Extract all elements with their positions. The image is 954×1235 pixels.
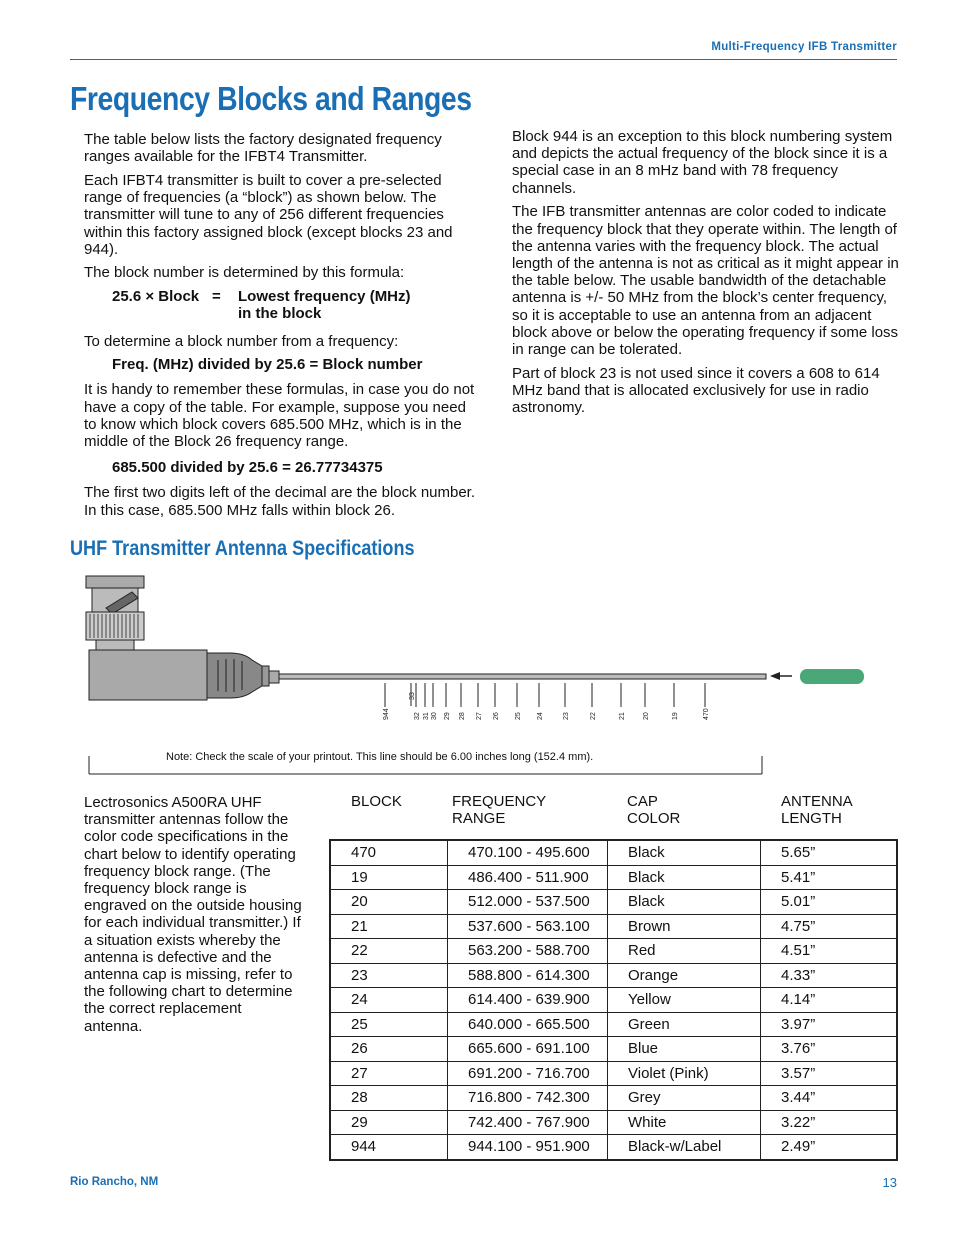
grip-ring [262,666,269,686]
table-row [330,1037,897,1062]
scale-label: 31 [423,712,430,720]
table-row [330,1012,897,1037]
right-column [512,128,900,423]
block-formula [112,288,476,322]
scale-label: 27 [476,712,483,720]
scale-label: 33 [409,692,416,700]
cell-cap-color: Black [608,840,761,865]
cell-length: 3.57” [761,1061,898,1086]
cell-frequency: 665.600 - 691.100 [448,1037,608,1062]
header-block-label: BLOCK [351,793,402,810]
header-title: Multi-Frequency IFB Transmitter [711,41,897,53]
table-row [330,865,897,890]
scale-note: Note: Check the scale of your printout. This line should be 6.00 inches long (152.4 mm). [166,751,594,763]
cell-length: 5.01” [761,890,898,915]
scale-ticks [383,683,710,720]
scale-label: 21 [619,712,626,720]
antenna-spec-table [329,839,898,1161]
example-calculation: 685.500 divided by 25.6 = 26.77734375 [112,459,383,477]
cell-length: 2.49” [761,1135,898,1160]
left-paragraph-5: It is handy to remember these formulas, in case you do not have a copy of the table. For example, suppose you need to know which block covers 685.500 MHz, which is in the middle of the Block 26 frequency range. [84,381,475,451]
page-title: Frequency Blocks and Ranges [70,80,472,117]
left-column [84,131,476,525]
cell-frequency: 512.000 - 537.500 [448,890,608,915]
scale-label: 944 [383,708,390,720]
scale-label: 22 [590,712,597,720]
left-paragraph-4: To determine a block number from a frequency: [84,332,399,350]
table-row [330,939,897,964]
cell-frequency: 742.400 - 767.900 [448,1110,608,1135]
table-row [330,840,897,865]
table-row [330,1061,897,1086]
antenna-illustration [0,570,954,780]
cell-block: 27 [330,1061,448,1086]
scale-label: 23 [563,712,570,720]
cell-length: 3.22” [761,1110,898,1135]
cell-frequency: 563.200 - 588.700 [448,939,608,964]
cell-cap-color: Brown [608,914,761,939]
antenna-description: Lectrosonics A500RA UHF transmitter antennas follow the color code specifications in the chart below to identify operating frequency block range. (The frequency block range is engraved on the outside housing for each individual transmitter.) If a situation exists whereby the antenna is defective and the antenna cap is missing, refer to the following chart to determine the correct replacement antenna. [84,794,302,1035]
cell-frequency: 588.800 - 614.300 [448,963,608,988]
cell-block: 19 [330,865,448,890]
header-antenna-length-label: ANTENNA LENGTH [781,793,853,827]
grip-collar [269,671,279,683]
cell-length: 3.44” [761,1086,898,1111]
cell-frequency: 691.200 - 716.700 [448,1061,608,1086]
scale-label: 19 [672,712,679,720]
cell-block: 29 [330,1110,448,1135]
arrow-head-icon [770,672,780,680]
right-paragraph-2: The IFB transmitter antennas are color coded to indicate the frequency block that they operate within. The length of the antenna varies with the frequency block. The actual length of the antenna is not as critical as it might appear in the table below. The usable bandwidth of the detachable antenna is +/- 50 MHz from the block’s center frequency, so it is acceptable to use an antenna from an adjacent block above or below the operating frequency if some loss in range can be tolerated. [512,203,899,358]
cell-frequency: 486.400 - 511.900 [448,865,608,890]
cell-length: 4.14” [761,988,898,1013]
cell-cap-color: Blue [608,1037,761,1062]
cell-frequency: 944.100 - 951.900 [448,1135,608,1160]
frequency-formula: Freq. (MHz) divided by 25.6 = Block number [112,356,423,374]
cell-length: 4.33” [761,963,898,988]
scale-label: 20 [643,712,650,720]
left-paragraph-3: The block number is determined by this formula: [84,264,405,282]
left-paragraph-1: The table below lists the factory designated frequency ranges available for the IFBT4 Transmitter. [84,131,442,166]
table-row [330,1086,897,1111]
table-row [330,914,897,939]
cell-block: 21 [330,914,448,939]
cell-block: 22 [330,939,448,964]
cell-length: 4.51” [761,939,898,964]
formula-rhs [238,288,411,322]
header-cap-color [627,793,680,827]
table-row [330,890,897,915]
table-row [330,963,897,988]
page-number: 13 [882,1175,897,1190]
cell-block: 26 [330,1037,448,1062]
scale-label: 29 [444,712,451,720]
cell-length: 5.65” [761,840,898,865]
formula-rhs-line-2: in the block [238,305,322,323]
formula-equals: = [212,288,221,306]
scale-label: 25 [515,712,522,720]
cell-length: 3.97” [761,1012,898,1037]
scale-label: 28 [459,712,466,720]
left-paragraph-6: The first two digits left of the decimal are the block number. In this case, 685.500 MHz falls within block 26. [84,484,476,519]
cell-block: 23 [330,963,448,988]
cell-block: 25 [330,1012,448,1037]
cell-frequency: 470.100 - 495.600 [448,840,608,865]
cell-frequency: 537.600 - 563.100 [448,914,608,939]
cell-cap-color: Black-w/Label [608,1135,761,1160]
cell-cap-color: Violet (Pink) [608,1061,761,1086]
scale-label: 26 [493,712,500,720]
antenna-housing [89,650,207,700]
cell-block: 470 [330,840,448,865]
cell-cap-color: Grey [608,1086,761,1111]
table-row [330,1110,897,1135]
connector-top-cap [86,576,144,588]
header-rule [70,59,897,60]
cell-cap-color: White [608,1110,761,1135]
cell-block: 20 [330,890,448,915]
cell-length: 4.75” [761,914,898,939]
header-cap-color-label: CAP COLOR [627,793,681,827]
cell-frequency: 640.000 - 665.500 [448,1012,608,1037]
cell-frequency: 614.400 - 639.900 [448,988,608,1013]
header-frequency-label: FREQUENCY RANGE [452,793,547,827]
header-block [351,793,402,810]
antenna-rod [279,674,766,679]
right-paragraph-3: Part of block 23 is not used since it covers a 608 to 614 MHz band that is allocated exclusively for use in radio astronomy. [512,364,880,417]
table-row [330,988,897,1013]
cell-cap-color: Yellow [608,988,761,1013]
scale-label: 24 [537,712,544,720]
section-title: UHF Transmitter Antenna Specifications [70,537,415,560]
cell-block: 944 [330,1135,448,1160]
footer-location: Rio Rancho, NM [70,1176,159,1188]
cell-cap-color: Orange [608,963,761,988]
right-paragraph-1: Block 944 is an exception to this block numbering system and depicts the actual frequency of the block since it is a special case in an 8 mHz band with 78 frequency channels. [512,128,893,197]
formula-rhs-line-1: Lowest frequency (MHz) [238,288,411,306]
cell-cap-color: Green [608,1012,761,1037]
cell-frequency: 716.800 - 742.300 [448,1086,608,1111]
table-row [330,1135,897,1160]
scale-label: 470 [703,708,710,720]
cell-length: 5.41” [761,865,898,890]
formula-lhs: 25.6 × Block [112,288,200,306]
header-frequency [452,793,546,827]
cell-cap-color: Black [608,865,761,890]
cell-cap-color: Black [608,890,761,915]
header-antenna-length [781,793,853,827]
connector-neck [96,640,134,650]
scale-label: 32 [414,712,421,720]
left-paragraph-2: Each IFBT4 transmitter is built to cover a pre-selected range of frequencies (a “block”) as shown below. The transmitter will tune to any of 256 different frequencies within this factory assigned block (except blocks 23 and 944). [84,171,453,258]
connector-knurl [86,612,144,640]
cell-length: 3.76” [761,1037,898,1062]
cell-block: 24 [330,988,448,1013]
scale-label: 30 [431,712,438,720]
antenna-cap [800,669,864,684]
cell-block: 28 [330,1086,448,1111]
cell-cap-color: Red [608,939,761,964]
